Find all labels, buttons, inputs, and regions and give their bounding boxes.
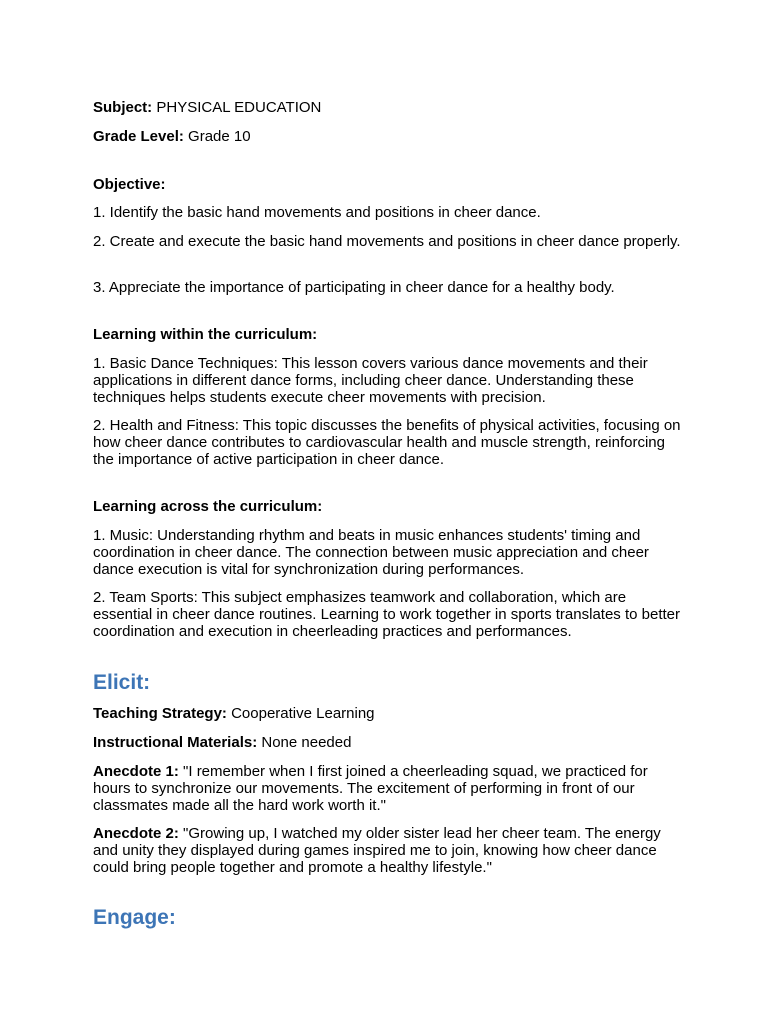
elicit-heading: Elicit: <box>93 671 151 694</box>
within-curriculum-heading: Learning within the curriculum: <box>93 326 318 343</box>
within-curriculum-item: 2. Health and Fitness: This topic discusses the benefits of physical activities, focusing on how cheer dance contributes to cardiovascular health and muscle strength, reinforcing the importance of active participation in cheer dance. <box>93 417 681 468</box>
teaching-strategy-value: Cooperative Learning <box>231 705 375 722</box>
objective-item: 3. Appreciate the importance of participating in cheer dance for a healthy body. <box>93 279 615 296</box>
objective-heading: Objective: <box>93 176 166 193</box>
anecdote-2-text: "Growing up, I watched my older sister lead her cheer team. The energy and unity they displayed during games inspired me to join, knowing how cheer dance could bring people together and promote a healthy lifestyle." <box>93 825 661 876</box>
across-curriculum-heading: Learning across the curriculum: <box>93 498 323 515</box>
objective-item: 1. Identify the basic hand movements and positions in cheer dance. <box>93 204 541 221</box>
across-curriculum-item: 1. Music: Understanding rhythm and beats in music enhances students' timing and coordination in cheer dance. The connection between music appreciation and cheer dance execution is vital for synchronization during performances. <box>93 527 649 578</box>
anecdote-1-label: Anecdote 1: <box>93 763 179 780</box>
within-curriculum-item: 1. Basic Dance Techniques: This lesson covers various dance movements and their applications in different dance forms, including cheer dance. Understanding these techniques helps students execute cheer movements with precision. <box>93 355 648 406</box>
anecdote-2-label: Anecdote 2: <box>93 825 179 842</box>
anecdote-1-text: "I remember when I first joined a cheerleading squad, we practiced for hours to synchronize our movements. The excitement of performing in front of our classmates made all the hard work worth it." <box>93 763 648 814</box>
teaching-strategy-line <box>93 705 683 722</box>
anecdote-1 <box>93 763 683 814</box>
across-curriculum-item: 2. Team Sports: This subject emphasizes teamwork and collaboration, which are essential in cheer dance routines. Learning to work together in sports translates to better coordination and execution in cheerleading practices and performances. <box>93 589 680 640</box>
grade-level-value: Grade 10 <box>188 128 251 145</box>
anecdote-2 <box>93 825 683 876</box>
engage-heading: Engage: <box>93 906 176 929</box>
subject-label: Subject: <box>93 99 153 116</box>
instructional-materials-value: None needed <box>261 734 352 751</box>
grade-level-label: Grade Level: <box>93 128 184 145</box>
subject-line <box>93 99 683 116</box>
teaching-strategy-label: Teaching Strategy: <box>93 705 227 722</box>
objective-item: 2. Create and execute the basic hand movements and positions in cheer dance properly. <box>93 233 681 250</box>
grade-level-line <box>93 128 683 145</box>
subject-value: PHYSICAL EDUCATION <box>156 99 322 116</box>
instructional-materials-line <box>93 734 683 751</box>
instructional-materials-label: Instructional Materials: <box>93 734 258 751</box>
